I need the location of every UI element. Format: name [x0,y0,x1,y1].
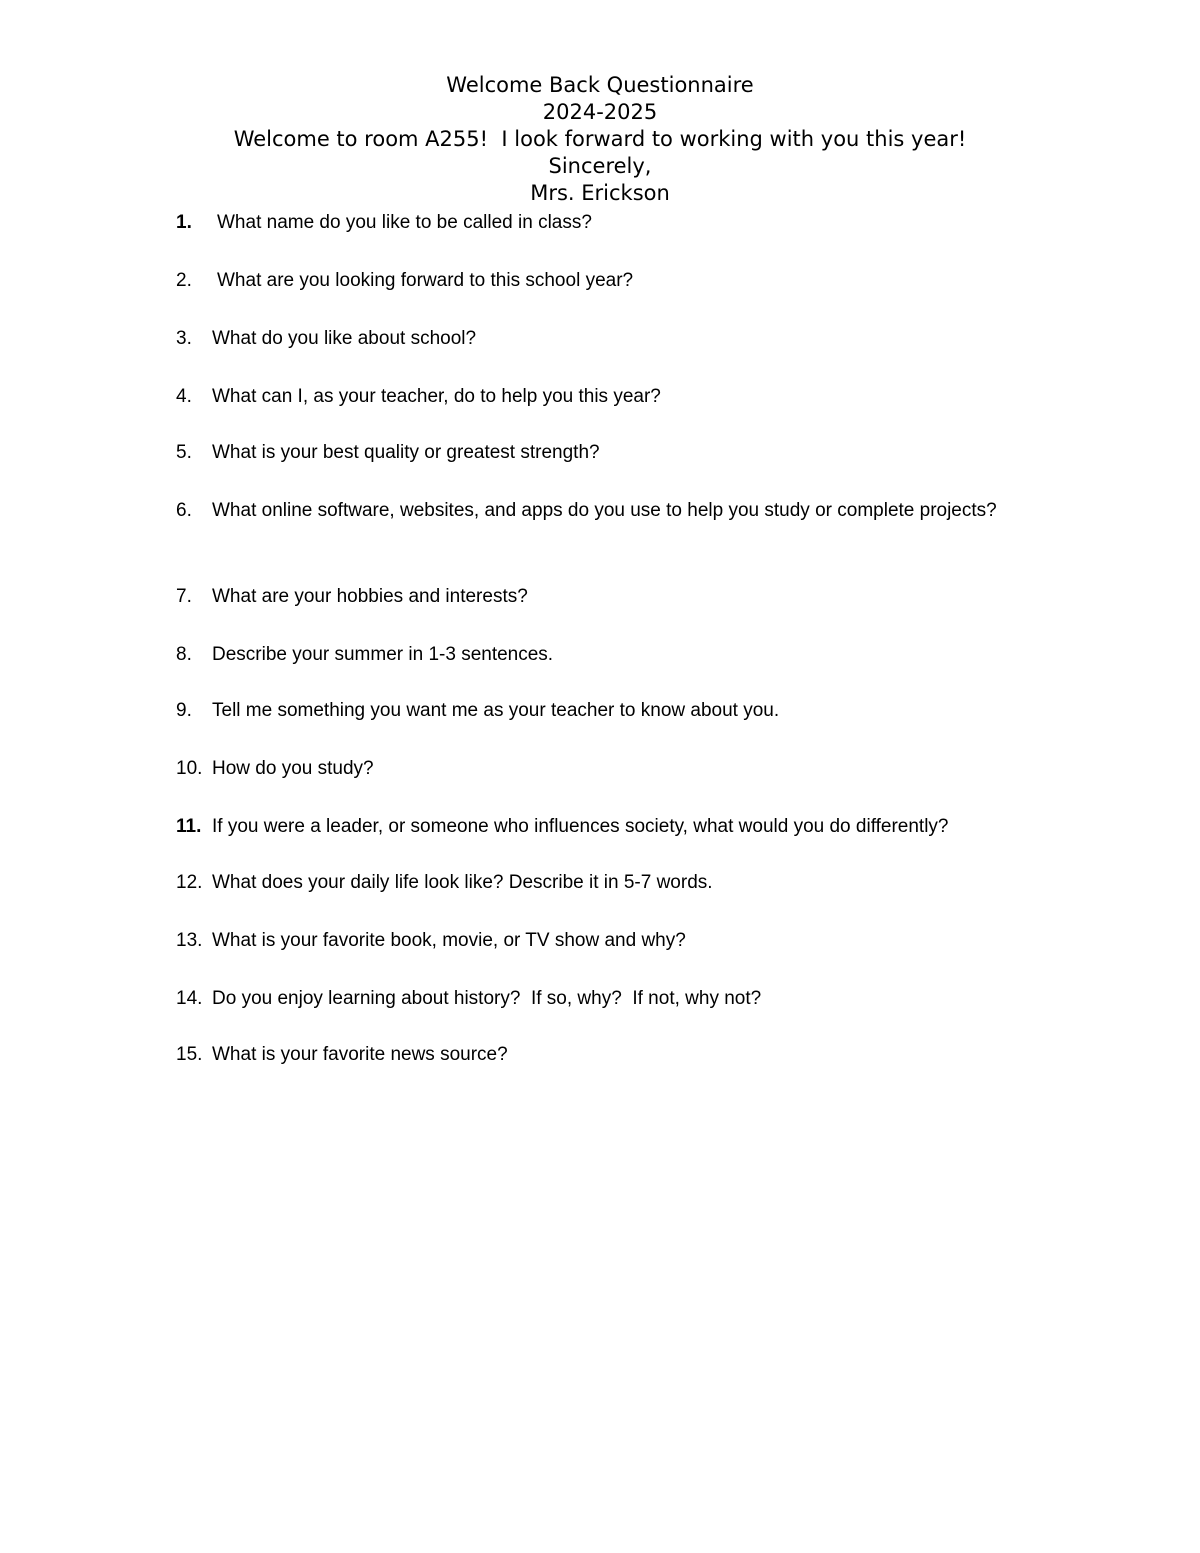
question-item [176,813,1096,841]
question-number: 11. [176,816,202,837]
question-number: 5. [176,442,192,463]
question-number: 1. [176,212,192,233]
question-item [176,497,1036,525]
question-number: 8. [176,644,192,665]
question-number: 13. [176,930,203,951]
closing: Sincerely, [548,154,652,178]
question-number: 14. [176,988,203,1009]
question-item [176,439,1076,467]
question-text: Do you enjoy learning about history? If so, why? If not, why not? [212,988,762,1009]
question-item [176,869,1076,897]
question-text: If you were a leader, or someone who influences society, what would you do differently? [212,816,949,837]
question-item [176,267,1076,295]
question-item [176,927,1076,955]
question-number: 10. [176,758,203,779]
question-text: What is your favorite news source? [212,1044,508,1065]
question-text: What can I, as your teacher, do to help you this year? [212,386,661,407]
school-year: 2024-2025 [542,100,658,124]
welcome-message: Welcome to room A255! I look forward to working with you this year! [233,127,967,151]
document-title: Welcome Back Questionnaire [446,73,754,97]
signature: Mrs. Erickson [530,181,670,205]
question-text: What online software, websites, and apps do you use to help you study or complete projects? [212,500,997,521]
question-number: 7. [176,586,192,607]
question-text: What name do you like to be called in class? [217,212,592,233]
question-item [176,1041,1076,1069]
question-number: 12. [176,872,203,893]
question-item [176,985,1076,1013]
question-text: What is your best quality or greatest strength? [212,442,600,463]
question-text: What does your daily life look like? Describe it in 5-7 words. [212,872,713,893]
question-item [176,641,1076,669]
question-item [176,325,1076,353]
question-number: 15. [176,1044,203,1065]
question-number: 2. [176,270,192,291]
question-item [176,755,1076,783]
question-text: Describe your summer in 1-3 sentences. [212,644,554,665]
question-item [176,209,1076,237]
question-text: Tell me something you want me as your teacher to know about you. [212,700,780,721]
question-number: 6. [176,500,192,521]
question-item [176,583,1076,611]
question-text: What are you looking forward to this school year? [217,270,634,291]
question-number: 4. [176,386,192,407]
question-text: What do you like about school? [212,328,477,349]
question-item [176,383,1076,411]
question-text: How do you study? [212,758,374,779]
question-number: 9. [176,700,192,721]
question-number: 3. [176,328,192,349]
question-text: What are your hobbies and interests? [212,586,528,607]
question-item [176,697,1076,725]
question-text: What is your favorite book, movie, or TV show and why? [212,930,686,951]
